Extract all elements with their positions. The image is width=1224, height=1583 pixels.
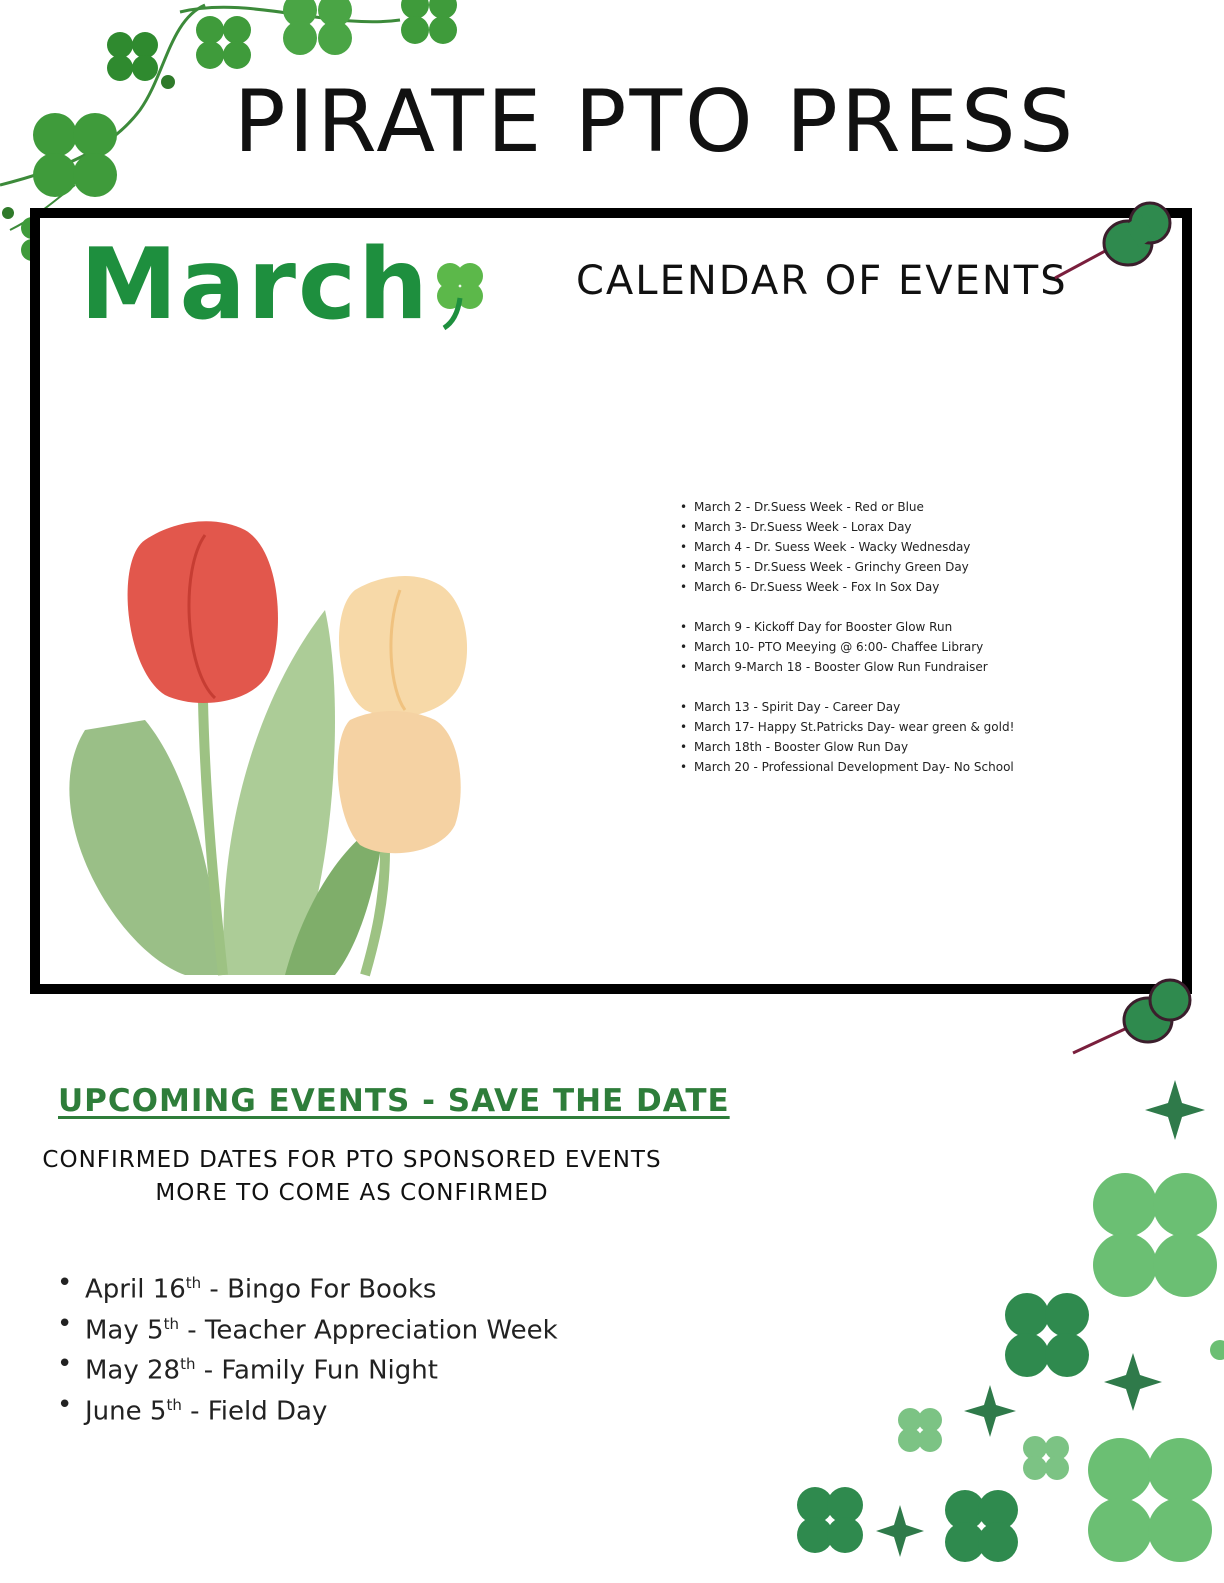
list-item: • May 5th - Teacher Appreciation Week (55, 1307, 558, 1348)
list-item: • March 6- Dr.Suess Week - Fox In Sox Day (680, 577, 1120, 597)
list-item: • March 9-March 18 - Booster Glow Run Fundraiser (680, 657, 1120, 677)
list-item: • April 16th - Bingo For Books (55, 1266, 558, 1307)
pushpin-icon (1068, 980, 1198, 1062)
march-events-list (680, 497, 1120, 777)
list-item: • March 5 - Dr.Suess Week - Grinchy Green Day (680, 557, 1120, 577)
list-item: • March 9 - Kickoff Day for Booster Glow Run (680, 617, 1120, 637)
tulip-illustration (55, 520, 475, 975)
list-item: • March 20 - Professional Development Day- No School (680, 757, 1120, 777)
newsletter-title: PIRATE PTO PRESS (233, 72, 1077, 172)
sparkle-icon (1145, 1080, 1205, 1140)
list-item: • March 13 - Spirit Day - Career Day (680, 697, 1120, 717)
upcoming-subtitle: CONFIRMED DATES FOR PTO SPONSORED EVENTS (42, 1147, 662, 1173)
sparkle-icon (964, 1385, 1016, 1437)
clover-cluster-icon (790, 1070, 1224, 1583)
clover-icon (432, 258, 488, 330)
list-item: • March 17- Happy St.Patricks Day- wear green & gold! (680, 717, 1120, 737)
list-item: • March 3- Dr.Suess Week - Lorax Day (680, 517, 1120, 537)
month-title: March (80, 228, 430, 342)
calendar-heading: CALENDAR OF EVENTS (576, 258, 1068, 304)
sparkle-icon (1104, 1353, 1162, 1411)
list-item: • June 5th - Field Day (55, 1388, 558, 1429)
sparkle-icon (876, 1505, 924, 1557)
list-item: • May 28th - Family Fun Night (55, 1347, 558, 1388)
upcoming-subtitle: MORE TO COME AS CONFIRMED (155, 1180, 549, 1206)
pushpin-icon (1050, 198, 1180, 288)
list-item: • March 2 - Dr.Suess Week - Red or Blue (680, 497, 1120, 517)
list-item: • March 10- PTO Meeying @ 6:00- Chaffee Library (680, 637, 1120, 657)
clover-icon (33, 113, 117, 197)
list-item: • March 18th - Booster Glow Run Day (680, 737, 1120, 757)
list-item: • March 4 - Dr. Suess Week - Wacky Wednesday (680, 537, 1120, 557)
upcoming-events-list (55, 1266, 558, 1429)
upcoming-events-title: UPCOMING EVENTS - SAVE THE DATE (58, 1083, 730, 1119)
